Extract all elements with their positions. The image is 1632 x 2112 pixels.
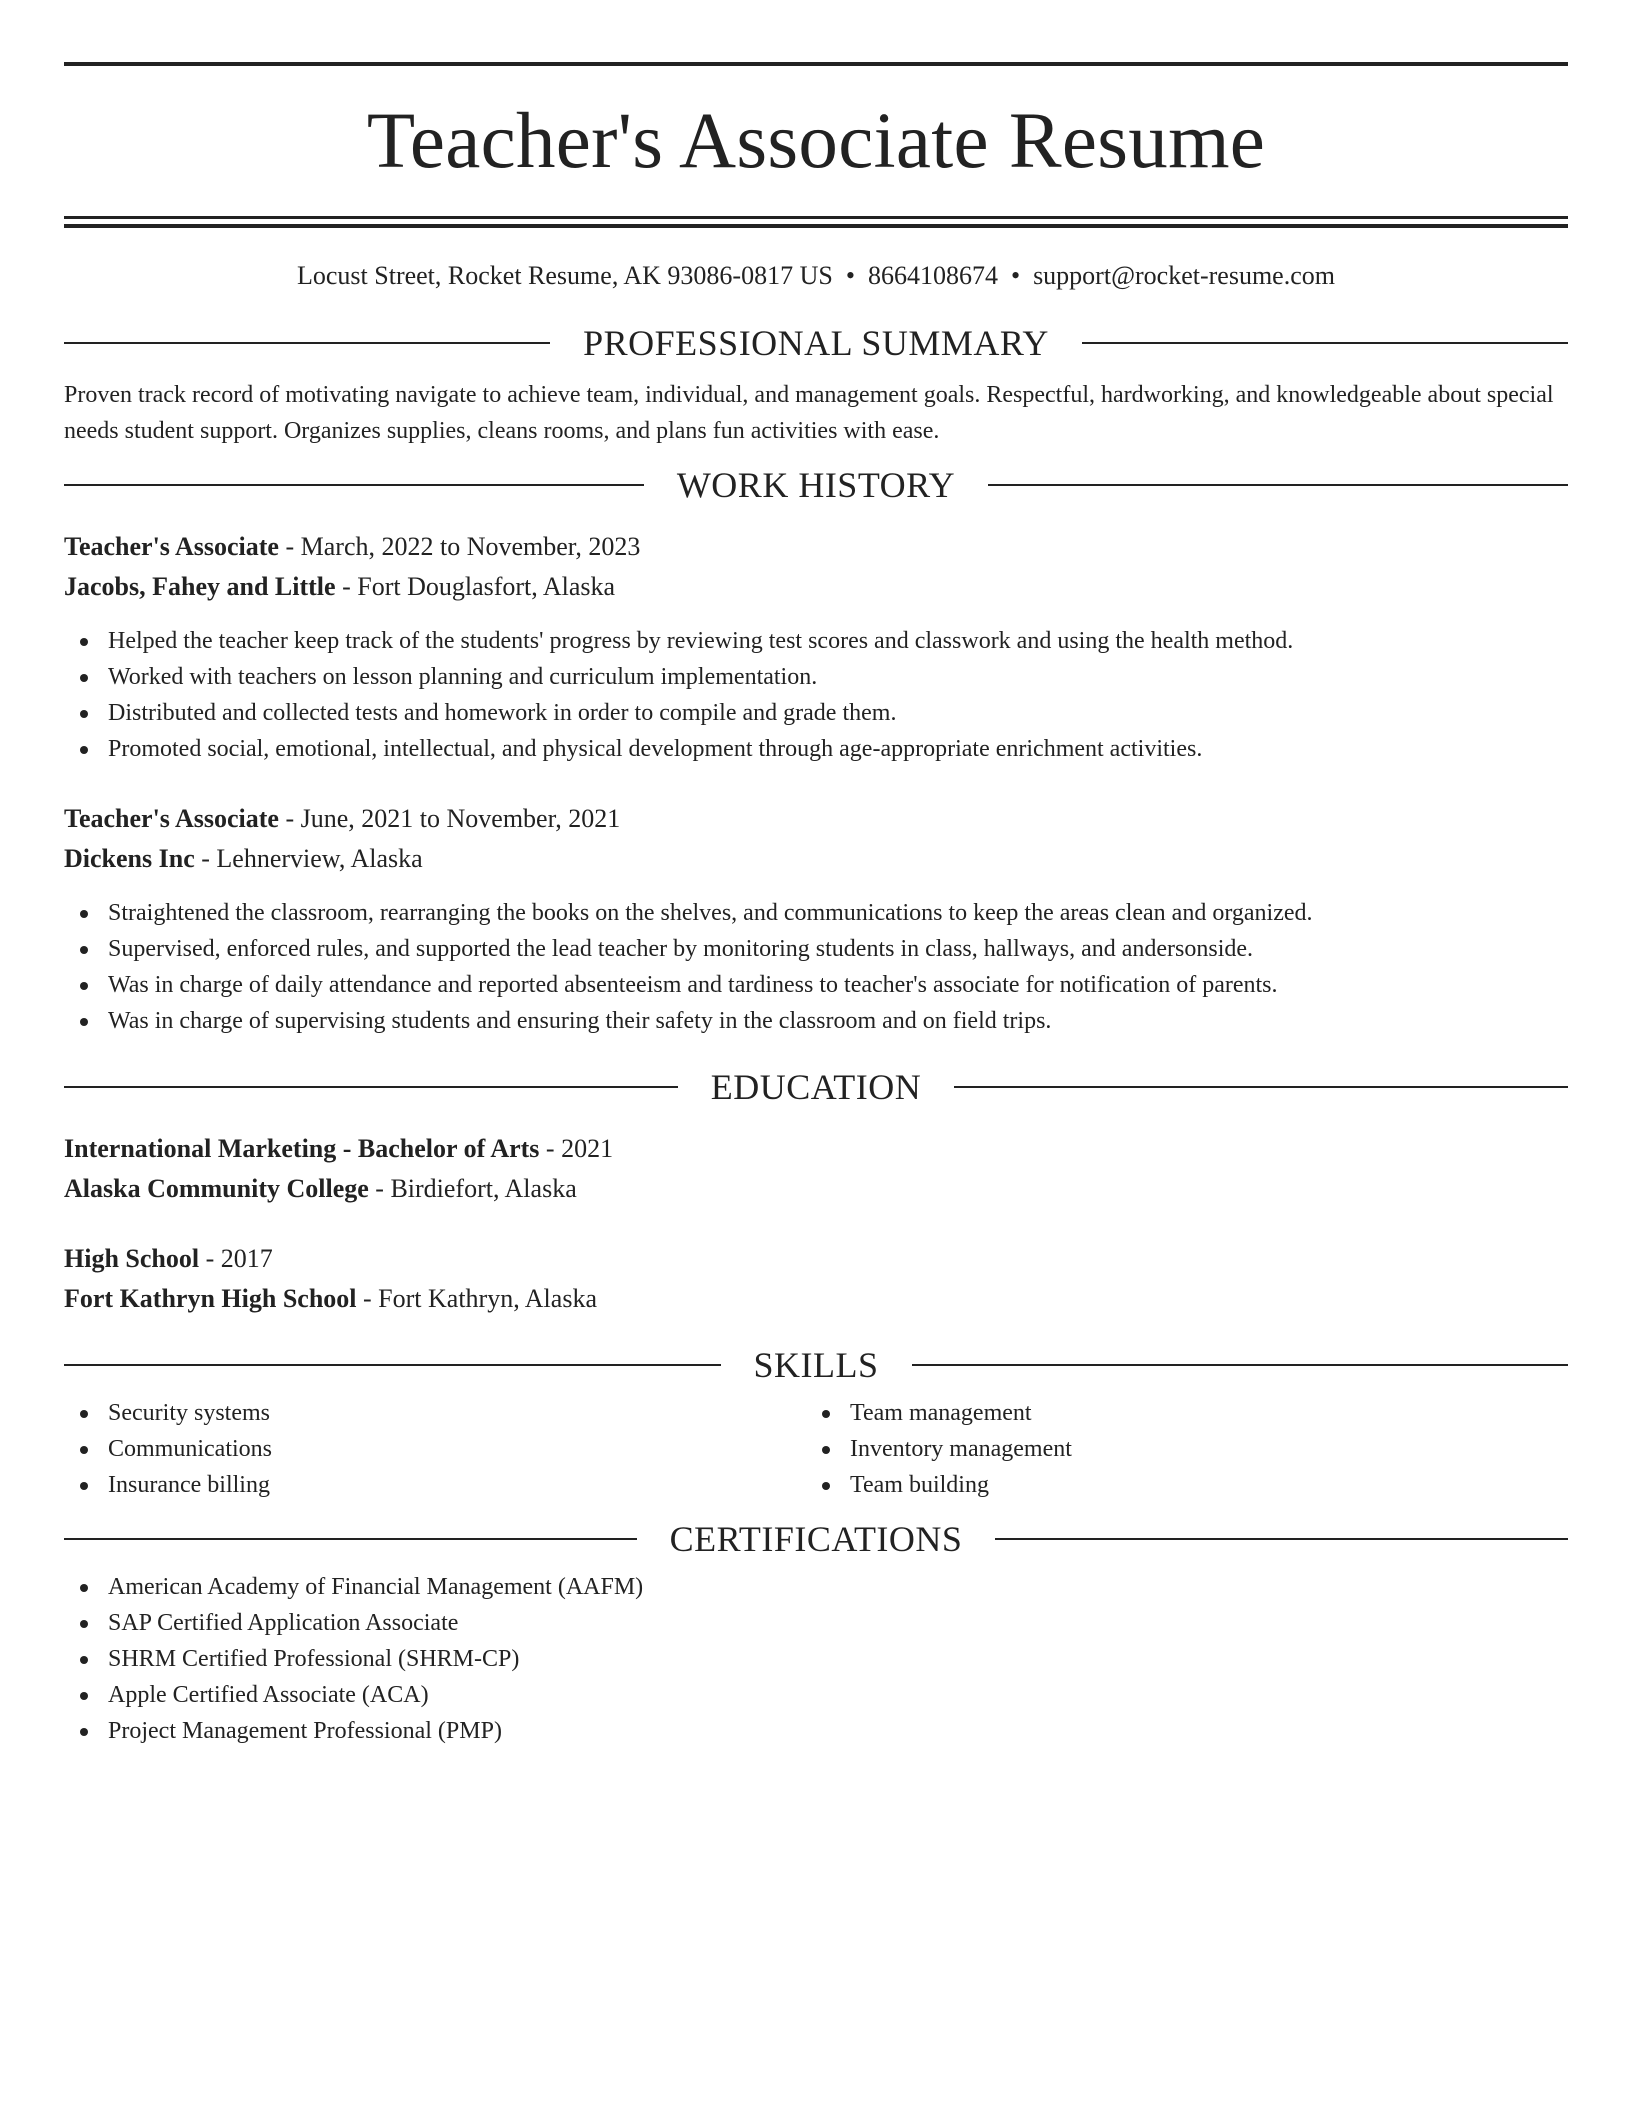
job-location: - Lehnerview, Alaska (194, 844, 423, 873)
section-title: SKILLS (753, 1345, 879, 1385)
list-item: Worked with teachers on lesson planning and curriculum implementation. (64, 659, 1568, 695)
list-item: Insurance billing (64, 1467, 806, 1503)
job-location: - Fort Douglasfort, Alaska (335, 572, 616, 601)
section-title: CERTIFICATIONS (669, 1519, 963, 1559)
title-double-rule (64, 216, 1568, 228)
education-entry (64, 1129, 1568, 1209)
job-dates: - March, 2022 to November, 2023 (278, 532, 641, 561)
contact-separator: • (845, 261, 855, 290)
job-dates: - June, 2021 to November, 2021 (278, 804, 621, 833)
degree-line (64, 1129, 1568, 1169)
heading-rule (64, 484, 644, 486)
heading-rule (64, 1538, 637, 1540)
contact-line (64, 261, 1568, 291)
contact-address: Locust Street, Rocket Resume, AK 93086-0817 US (297, 261, 833, 290)
list-item: American Academy of Financial Management (AAFM) (64, 1569, 1568, 1605)
heading-rule (912, 1364, 1569, 1366)
skills-list-right (806, 1395, 1548, 1503)
heading-rule (64, 1086, 678, 1088)
list-item: Supervised, enforced rules, and supported the lead teacher by monitoring students in class, hallways, and andersonside. (64, 931, 1568, 967)
list-item: Inventory management (806, 1431, 1548, 1467)
contact-separator: • (1010, 261, 1021, 290)
school-line (64, 1169, 1568, 1209)
job-title: Teacher's Associate (64, 804, 279, 833)
summary-text: Proven track record of motivating navigate to achieve team, individual, and management goals. Respectful, hardworking, and knowledgeable about special needs student support. Organizes supplies, cleans rooms, and plans fun activities with ease. (64, 382, 1554, 444)
job-duties-list (64, 623, 1568, 767)
section-title: PROFESSIONAL SUMMARY (583, 323, 1049, 363)
job-company-line (64, 839, 1568, 879)
contact-email: support@rocket-resume.com (1033, 261, 1335, 290)
degree: International Marketing - Bachelor of Arts (64, 1134, 540, 1163)
job-title: Teacher's Associate (64, 532, 279, 561)
school-line (64, 1279, 1568, 1319)
job-company: Jacobs, Fahey and Little (64, 572, 336, 601)
school-location: - Fort Kathryn, Alaska (356, 1284, 597, 1313)
graduation-year: - 2021 (539, 1134, 614, 1163)
section-heading-skills (64, 1345, 1568, 1385)
list-item: Team management (806, 1395, 1548, 1431)
list-item: Distributed and collected tests and homework in order to compile and grade them. (64, 695, 1568, 731)
list-item: SHRM Certified Professional (SHRM-CP) (64, 1641, 1568, 1677)
section-heading-summary (64, 323, 1568, 363)
list-item: Apple Certified Associate (ACA) (64, 1677, 1568, 1713)
page-title: Teacher's Associate Resume (366, 98, 1266, 185)
job-entry (64, 527, 1568, 767)
list-item: Was in charge of daily attendance and reported absenteeism and tardiness to teacher's associate for notification of parents. (64, 967, 1568, 1003)
top-rule (64, 62, 1568, 66)
list-item: Team building (806, 1467, 1548, 1503)
job-title-line (64, 527, 1568, 567)
section-heading-work-history (64, 465, 1568, 505)
heading-rule (954, 1086, 1568, 1088)
list-item: SAP Certified Application Associate (64, 1605, 1568, 1641)
skills-list-left (64, 1395, 806, 1503)
degree: High School (64, 1244, 200, 1273)
heading-rule (988, 484, 1568, 486)
list-item: Project Management Professional (PMP) (64, 1713, 1568, 1749)
list-item: Communications (64, 1431, 806, 1467)
job-company-line (64, 567, 1568, 607)
list-item: Straightened the classroom, rearranging the books on the shelves, and communications to keep the areas clean and organized. (64, 895, 1568, 931)
school-location: - Birdiefort, Alaska (368, 1174, 577, 1203)
section-heading-certifications (64, 1519, 1568, 1559)
contact-phone: 8664108674 (867, 261, 998, 290)
heading-rule (64, 1364, 721, 1366)
heading-rule (995, 1538, 1568, 1540)
section-heading-education (64, 1067, 1568, 1107)
section-title: EDUCATION (710, 1067, 922, 1107)
degree-line (64, 1239, 1568, 1279)
graduation-year: - 2017 (199, 1244, 273, 1273)
school: Fort Kathryn High School (64, 1284, 357, 1313)
job-title-line (64, 799, 1568, 839)
list-item: Promoted social, emotional, intellectual, and physical development through age-appropriate enrichment activities. (64, 731, 1568, 767)
list-item: Helped the teacher keep track of the students' progress by reviewing test scores and classwork and using the health method. (64, 623, 1568, 659)
section-title: WORK HISTORY (676, 465, 956, 505)
job-company: Dickens Inc (64, 844, 195, 873)
skills-grid (64, 1395, 1568, 1503)
job-entry (64, 799, 1568, 1039)
heading-rule (64, 342, 550, 344)
certifications-list (64, 1569, 1568, 1749)
list-item: Security systems (64, 1395, 806, 1431)
heading-rule (1082, 342, 1568, 344)
school: Alaska Community College (64, 1174, 369, 1203)
education-entry (64, 1239, 1568, 1319)
list-item: Was in charge of supervising students and ensuring their safety in the classroom and on field trips. (64, 1003, 1568, 1039)
job-duties-list (64, 895, 1568, 1039)
